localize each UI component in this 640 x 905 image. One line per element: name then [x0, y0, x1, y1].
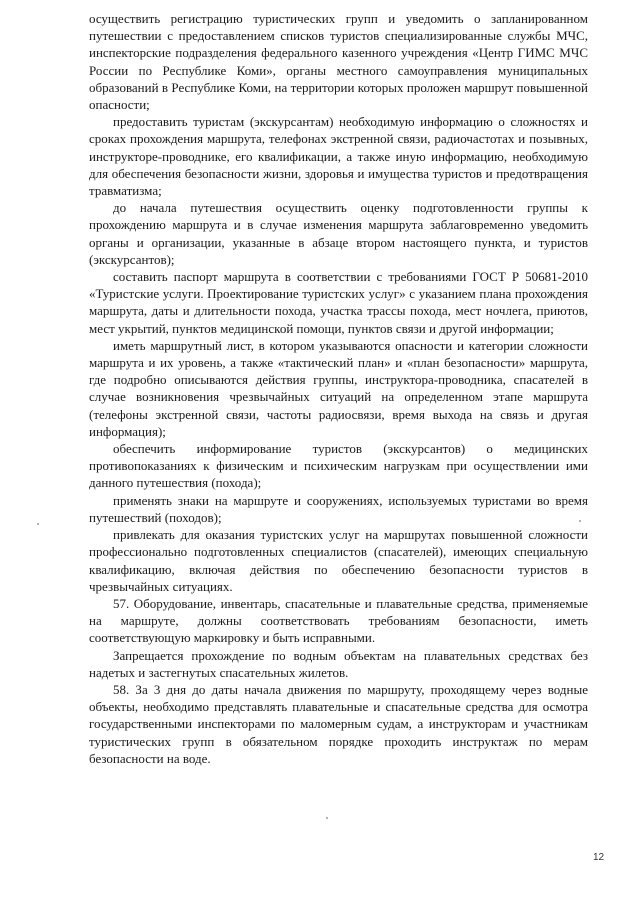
paragraph-10: Запрещается прохождение по водным объектам на плавательных средствах без надетых и застегнутых спасательных жилетов. [89, 647, 588, 680]
paragraph-1: осуществить регистрацию туристических групп и уведомить о запланированном путешествии с предоставлением списков туристов специализированные службы МЧС, инспекторские подразделения федерального казенного учреждения «Центр ГИМС МЧС России по Республике Коми», органы местного самоуправления муниципальных образований в Республике Коми, на территории которых проложен маршрут повышенной опасности; [89, 11, 588, 113]
paragraph-7: применять знаки на маршруте и сооружениях, используемых туристами во время путешествий (походов); [89, 492, 588, 525]
document-body [89, 10, 588, 767]
paragraph-2: предоставить туристам (экскурсантам) необходимую информацию о сложностях и сроках прохождения маршрута, телефонах экстренной связи, радиочастотах и позывных, инструкторе-проводнике, его квалификации, а также иную информацию, необходимую для обеспечения безопасности жизни, здоровья и имущества туристов и предотвращения травматизма; [89, 114, 588, 199]
scan-speck [37, 523, 39, 525]
paragraph-4: составить паспорт маршрута в соответствии с требованиями ГОСТ Р 50681-2010 «Туристские услуги. Проектирование туристских услуг» с указанием плана прохождения маршрута, даты и длительности похода, участка трассы похода, мест ночлега, приютов, мест укрытий, пунктов медицинской помощи, пунктов связи и другой информации; [89, 269, 588, 336]
paragraph-11-item-58: 58. За 3 дня до даты начала движения по маршруту, проходящему через водные объекты, необходимо представлять плавательные и спасательные средства для осмотра государственными инспекторами по маломерным судам, а инструкторам и участникам туристических групп в обязательном порядке проходить инструктаж по мерам безопасности на воде. [89, 681, 588, 766]
paragraph-5: иметь маршрутный лист, в котором указываются опасности и категории сложности маршрута и их уровень, а также «тактический план» и «план безопасности» маршрута, где подробно описываются действия группы, инструктора-проводника, спасателей в случае возникновения чрезвычайных ситуаций на определенном этапе маршрута (телефоны экстренной связи, частоты радиосвязи, время выхода на связь и другая информация); [89, 337, 588, 439]
paragraph-8: привлекать для оказания туристских услуг на маршрутах повышенной сложности профессионально подготовленных специалистов (спасателей), имеющих специальную квалификацию, включая действия по обеспечению безопасности туристов в чрезвычайных ситуациях. [89, 527, 588, 594]
scan-speck [579, 520, 581, 522]
paragraph-3: до начала путешествия осуществить оценку подготовленности группы к прохождению маршрута и в случае изменения маршрута заблаговременно уведомить органы и организации, указанные в абзаце втором настоящего пункта, и туристов (экскурсантов); [89, 200, 588, 267]
paragraph-6: обеспечить информирование туристов (экскурсантов) о медицинских противопоказаниях к физическим и психическим нагрузкам при осуществлении ими данного путешествия (похода); [89, 441, 588, 491]
paragraph-9-item-57: 57. Оборудование, инвентарь, спасательные и плавательные средства, применяемые на маршруте, должны соответствовать требованиям безопасности, иметь соответствующую маркировку и быть исправными. [89, 595, 588, 646]
scan-speck [326, 817, 328, 819]
page-number: 12 [593, 852, 605, 863]
